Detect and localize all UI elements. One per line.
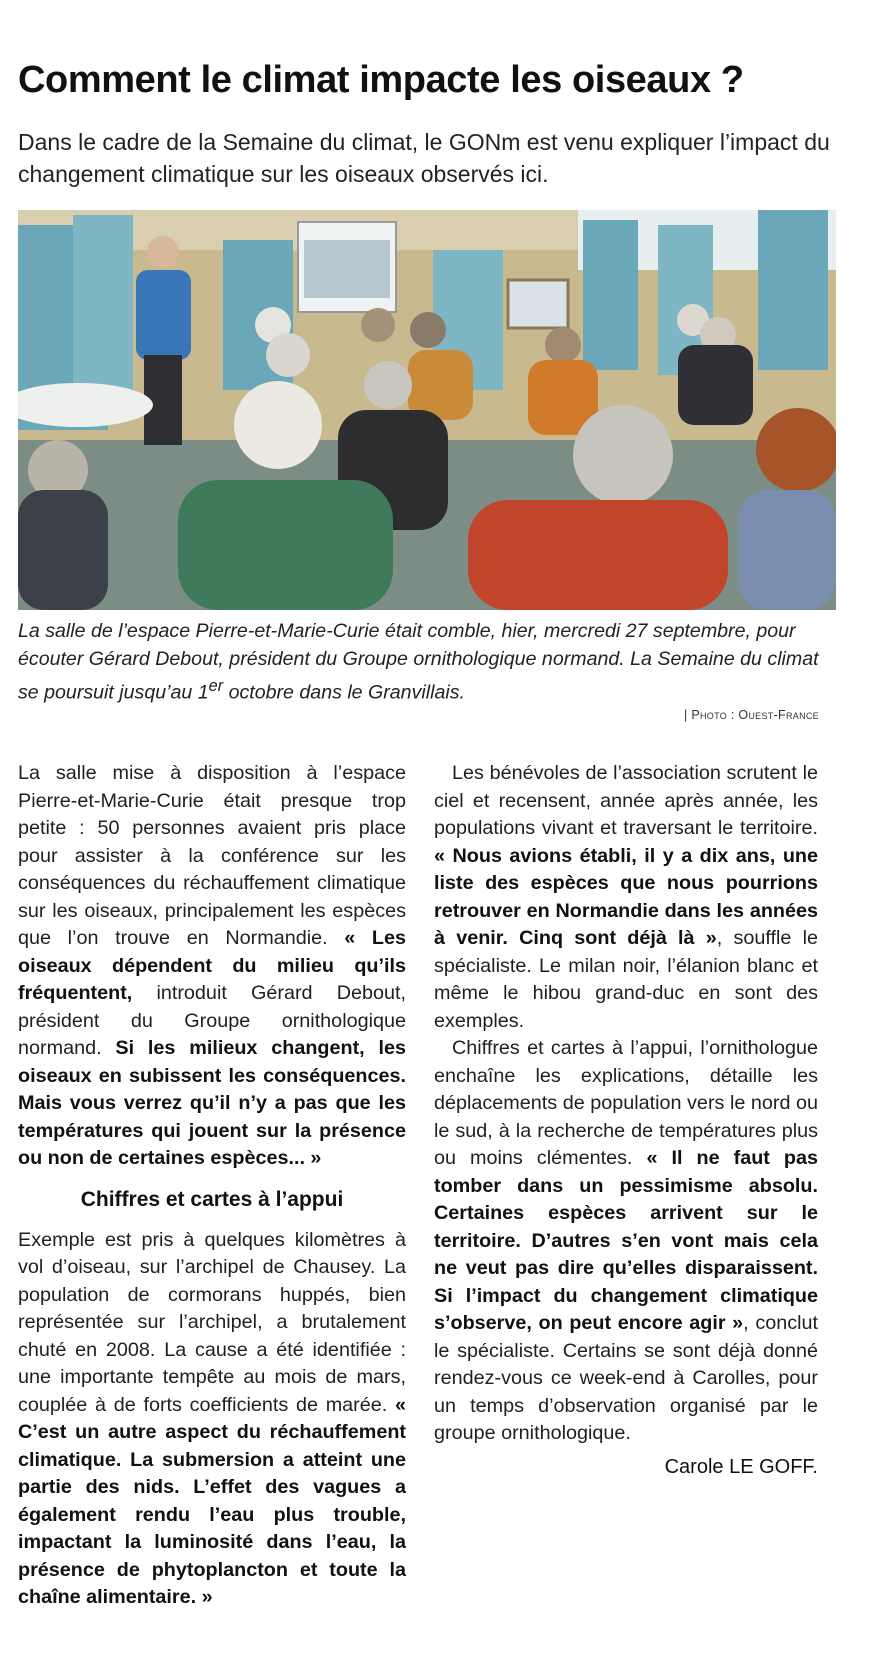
paragraph-3-quote: « Nous avions établi, il y a dix ans, une liste des espèces que nous pourrions retrouver en Normandie dans les années à venir. Cinq sont déjà là » [434, 844, 818, 949]
caption-text-end: octobre dans le Granvillais. [223, 681, 465, 704]
paragraph-3-text: Les bénévoles de l’association scrutent le ciel et recensent, année après année, les populations vivant et traversant le territoire. [434, 762, 818, 839]
article-title: Comment le climat impacte les oiseaux ? [18, 59, 744, 101]
paragraph-2-text: Exemple est pris à quelques kilomètres à vol d’oiseau, sur l’archipel de Chausey. La population de cormorans huppés, bien représentée sur l’archipel, a brutalement chuté en 2008. La cause a été identifiée : une importante tempête au mois de mars, couplée à de forts coefficients de marée. [18, 1228, 406, 1416]
photo-illustration [18, 210, 836, 610]
photo-credit: | Photo : Ouest-France [684, 708, 819, 722]
paragraph-1-quote-end: Si les milieux changent, les oiseaux en subissent les conséquences. Mais vous verrez qu’il n’y a pas que les températures qui jouent sur la présence ou non de certaines espèces... » [18, 1037, 406, 1169]
photo-caption [18, 618, 838, 707]
paragraph-1-quote: « Les oiseaux dépendent du milieu qu’ils fréquentent, [18, 927, 406, 1004]
article-lead: Dans le cadre de la Semaine du climat, le GONm est venu expliquer l’impact du changement climatique sur les oiseaux observés ici. [18, 129, 830, 187]
caption-text: La salle de l’espace Pierre-et-Marie-Curie était comble, hier, mercredi 27 septembre, pour écouter Gérard Debout, président du Groupe ornithologique normand. La Semaine du climat se poursuit jusqu’au 1 [18, 620, 819, 704]
article-column-right [434, 760, 818, 1484]
paragraph-2 [18, 1227, 406, 1612]
paragraph-1 [18, 760, 406, 1173]
paragraph-2-quote: « C’est un autre aspect du réchauffement climatique. La submersion a atteint une partie des nids. L’effet des vagues a également rendu l’eau plus trouble, impactant la luminosité dans l’eau, la présence de phytoplancton et toute la chaîne alimentaire. » [18, 1393, 406, 1608]
article-subheading: Chiffres et cartes à l’appui [80, 1187, 344, 1211]
article-author: Carole LE GOFF. [664, 1455, 818, 1478]
paragraph-4-text-end: , conclut le spécialiste. Certains se sont déjà donné rendez-vous ce week-end à Carolles, pour un temps d’observation organisé par le groupe ornithologique. [434, 1312, 818, 1444]
paragraph-3-text-end: , souffle le spécialiste. Le milan noir, l’élanion blanc et même le hibou grand-duc en sont des exemples. [434, 927, 818, 1032]
article-photo [18, 210, 836, 610]
article-column-left [18, 760, 406, 1612]
paragraph-3 [434, 760, 818, 1035]
paragraph-4-text: Chiffres et cartes à l’appui, l’ornithologue enchaîne les explications, détaille les déplacements de population vers le nord ou le sud, à la recherche de températures plus ou moins clémentes. [434, 1037, 818, 1169]
paragraph-1-text: La salle mise à disposition à l’espace Pierre-et-Marie-Curie était presque trop petite : 50 personnes avaient pris place pour assister à la conférence sur les conséquences du réchauffement climatique sur les oiseaux, principalement les espèces que l’on trouve en Normandie. [18, 762, 406, 949]
caption-superscript: er [208, 677, 224, 695]
paragraph-1-attribution: introduit Gérard Debout, président du Groupe ornithologique normand. [18, 982, 406, 1059]
paragraph-4 [434, 1035, 818, 1448]
paragraph-4-quote: « Il ne faut pas tomber dans un pessimisme absolu. Certaines espèces arrivent sur le territoire. D’autres s’en vont mais cela ne veut pas dire qu’elles disparaissent. Si l’impact du changement climatique s’observe, on peut encore agir » [434, 1147, 818, 1334]
